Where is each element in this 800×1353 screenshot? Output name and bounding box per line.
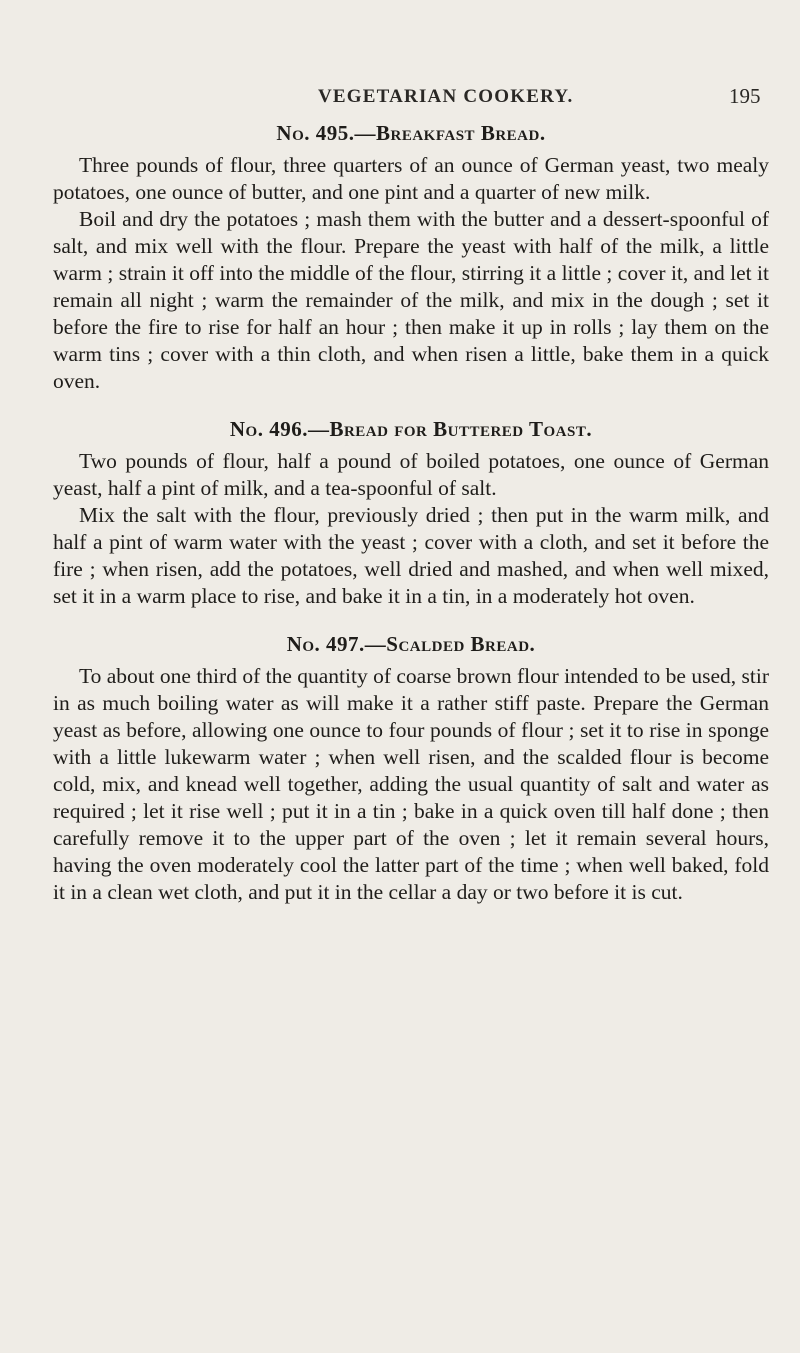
running-title: VEGETARIAN COOKERY. — [318, 86, 574, 107]
recipe-method: Boil and dry the potatoes ; mash them with the butter and a dessert-spoonful of salt, and mix well with the flour. Prepare the yeast with half of the milk, a little warm ; strain it off into the middle of the flour, stirring it a little ; cover it, and let it remain all night ; warm the remainder of the milk, and mix in the dough ; set it before the fire to rise for half an hour ; then make it up in rolls ; lay them on the warm tins ; cover with a thin cloth, and when risen a little, bake them in a quick oven. — [53, 207, 769, 393]
recipe-ingredients: Two pounds of flour, half a pound of boiled potatoes, one ounce of German yeast, half a pint of milk, and a tea-spoonful of salt. — [53, 449, 769, 500]
recipe-ingredients: Three pounds of flour, three quarters of an ounce of German yeast, two mealy potatoes, one ounce of butter, and one pint and a quarter of new milk. — [53, 153, 769, 204]
recipe-497 — [53, 632, 769, 906]
recipe-heading: No. 495.—Breakfast Bread. — [276, 121, 546, 145]
recipe-495 — [53, 121, 769, 395]
recipe-heading: No. 496.—Bread for Buttered Toast. — [229, 417, 593, 441]
recipe-method: To about one third of the quantity of coarse brown flour intended to be used, stir in as much boiling water as will make it a rather stiff paste. Prepare the German yeast as before, allowing one ounce to four pounds of flour ; set it to rise in sponge with a little lukewarm water ; when well risen, and the scalded flour is become cold, mix, and knead well together, adding the usual quantity of salt and water as required ; let it rise well ; put it in a tin ; bake in a quick oven till half done ; then carefully remove it to the upper part of the oven ; let it remain several hours, having the oven moderately cool the latter part of the time ; when well baked, fold it in a clean wet cloth, and put it in the cellar a day or two before it is cut. — [53, 664, 769, 904]
recipe-heading: No. 497.—Scalded Bread. — [286, 632, 536, 656]
page-number: 195 — [729, 84, 761, 108]
page-content — [53, 121, 769, 906]
recipe-496 — [53, 417, 769, 610]
recipe-method: Mix the salt with the flour, previously dried ; then put in the warm milk, and half a pint of warm water with the yeast ; cover with a cloth, and set it before the fire ; when risen, add the potatoes, well dried and mashed, and when well mixed, set it in a warm place to rise, and bake it in a tin, in a moderately hot oven. — [53, 503, 769, 608]
